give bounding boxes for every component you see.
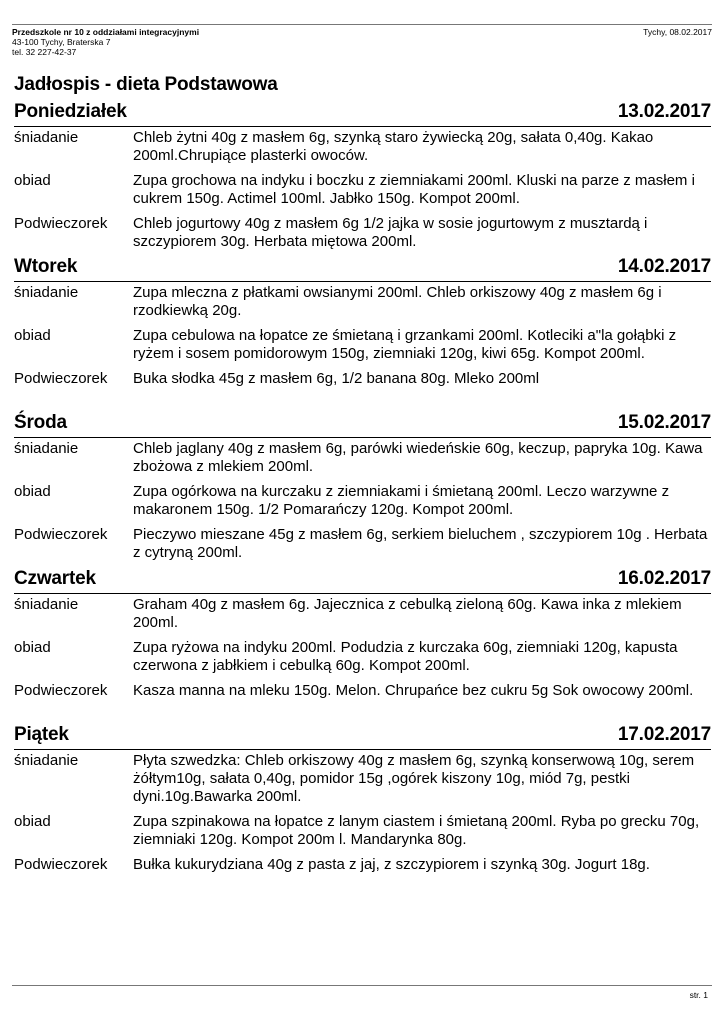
- day-section: [14, 253, 711, 409]
- day-date: 15.02.2017: [617, 412, 711, 433]
- meal-description: Chleb jaglany 40g z masłem 6g, parówki wiedeńskie 60g, keczup, papryka 10g. Kawa zbożowa z mlekiem 200ml.: [133, 440, 703, 475]
- meal-row: [14, 682, 711, 700]
- day-header: [14, 721, 711, 750]
- meal-row: [14, 856, 711, 874]
- meal-row: [14, 752, 711, 806]
- meal-row: [14, 526, 711, 562]
- meal-row: [14, 327, 711, 363]
- meal-row: [14, 483, 711, 519]
- page-number: str. 1: [689, 990, 708, 1000]
- meal-name: obiad: [14, 639, 51, 656]
- day-header: [14, 409, 711, 438]
- day-name: Środa: [14, 412, 67, 433]
- meal-description: Buka słodka 45g z masłem 6g, 1/2 banana 80g. Mleko 200ml: [133, 370, 540, 387]
- day-date: 14.02.2017: [617, 256, 711, 277]
- day-section: [14, 721, 711, 874]
- organization-address: 43-100 Tychy, Braterska 7: [12, 37, 111, 47]
- meal-name: śniadanie: [14, 440, 79, 457]
- day-name: Czwartek: [14, 568, 96, 589]
- meal-name: śniadanie: [14, 596, 79, 613]
- meal-name: Podwieczorek: [14, 682, 108, 699]
- meal-row: [14, 639, 711, 675]
- day-date: 17.02.2017: [617, 724, 711, 745]
- meal-row: [14, 440, 711, 476]
- meal-description: Zupa grochowa na indyku i boczku z ziemniakami 200ml. Kluski na parze z masłem i cukrem 150g. Actimel 100ml. Jabłko 150g. Kompot 200ml.: [133, 172, 695, 207]
- meal-row: [14, 370, 711, 388]
- meal-description: Chleb jogurtowy 40g z masłem 6g 1/2 jajka w sosie jogurtowym z musztardą i szczypiorem 30g. Herbata miętowa 200ml.: [133, 215, 648, 250]
- meal-description: Zupa ryżowa na indyku 200ml. Podudzia z kurczaka 60g, ziemniaki 120g, kapusta czerwona z jabłkiem i cebulką 60g. Kompot 200ml.: [133, 639, 678, 674]
- day-date: 13.02.2017: [617, 101, 711, 122]
- page-title: Jadłospis - dieta Podstawowa: [14, 74, 278, 95]
- day-name: Poniedziałek: [14, 101, 127, 122]
- meal-row: [14, 129, 711, 165]
- meal-name: śniadanie: [14, 284, 79, 301]
- page-header: [12, 24, 712, 57]
- meal-name: śniadanie: [14, 752, 79, 769]
- day-header: [14, 565, 711, 594]
- organization-phone: tel. 32 227-42-37: [12, 47, 77, 57]
- meal-name: obiad: [14, 327, 51, 344]
- meal-row: [14, 813, 711, 849]
- meal-row: [14, 172, 711, 208]
- meal-name: obiad: [14, 483, 51, 500]
- meal-description: Zupa cebulowa na łopatce ze śmietaną i grzankami 200ml. Kotleciki a"la gołąbki z ryżem i sosem pomidorowym 150g, ziemniaki 120g, kiwi 65g. Kompot 200ml.: [133, 327, 677, 362]
- day-header: [14, 98, 711, 127]
- meal-name: śniadanie: [14, 129, 79, 146]
- page-footer: [12, 985, 712, 1000]
- meal-name: obiad: [14, 172, 51, 189]
- meal-row: [14, 596, 711, 632]
- meal-row: [14, 284, 711, 320]
- meal-description: Chleb żytni 40g z masłem 6g, szynką staro żywiecką 20g, sałata 0,40g. Kakao 200ml.Chrupiące plasterki owoców.: [133, 129, 654, 164]
- organization-info: [12, 27, 199, 57]
- meal-description: Pieczywo mieszane 45g z masłem 6g, serkiem bieluchem , szczypiorem 10g . Herbata z cytryną 200ml.: [133, 526, 708, 561]
- day-name: Wtorek: [14, 256, 78, 277]
- day-section: [14, 565, 711, 721]
- meal-description: Zupa szpinakowa na łopatce z lanym ciastem i śmietaną 200ml. Ryba po grecku 70g, ziemniaki 120g. Kompot 200m l. Mandarynka 80g.: [133, 813, 700, 848]
- meal-name: Podwieczorek: [14, 215, 108, 232]
- print-date: Tychy, 08.02.2017: [643, 27, 712, 37]
- meal-name: Podwieczorek: [14, 526, 108, 543]
- meal-description: Graham 40g z masłem 6g. Jajecznica z cebulką zieloną 60g. Kawa inka z mlekiem 200ml.: [133, 596, 682, 631]
- meal-row: [14, 215, 711, 251]
- meal-description: Zupa ogórkowa na kurczaku z ziemniakami i śmietaną 200ml. Leczo warzywne z makaronem 150g. 1/2 Pomarańczy 120g. Kompot 200ml.: [133, 483, 670, 518]
- meal-description: Zupa mleczna z płatkami owsianymi 200ml. Chleb orkiszowy 40g z masłem 6g i rzodkiewką 20g.: [133, 284, 662, 319]
- day-header: [14, 253, 711, 282]
- meal-description: Bułka kukurydziana 40g z pasta z jaj, z szczypiorem i szynką 30g. Jogurt 18g.: [133, 856, 650, 873]
- meal-description: Kasza manna na mleku 150g. Melon. Chrupańce bez cukru 5g Sok owocowy 200ml.: [133, 682, 694, 699]
- meal-name: Podwieczorek: [14, 370, 108, 387]
- meal-name: Podwieczorek: [14, 856, 108, 873]
- menu-content: [14, 98, 711, 874]
- day-name: Piątek: [14, 724, 69, 745]
- meal-name: obiad: [14, 813, 51, 830]
- day-section: [14, 409, 711, 565]
- day-date: 16.02.2017: [617, 568, 711, 589]
- meal-description: Płyta szwedzka: Chleb orkiszowy 40g z masłem 6g, szynką konserwową 10g, serem żółtym10g, sałata 0,40g, pomidor 15g ,ogórek kiszony 10g, miód 7g, pestki dyni.10g.Bawarka 200ml.: [133, 752, 695, 805]
- day-section: [14, 98, 711, 253]
- organization-name: Przedszkole nr 10 z oddziałami integracyjnymi: [12, 27, 200, 37]
